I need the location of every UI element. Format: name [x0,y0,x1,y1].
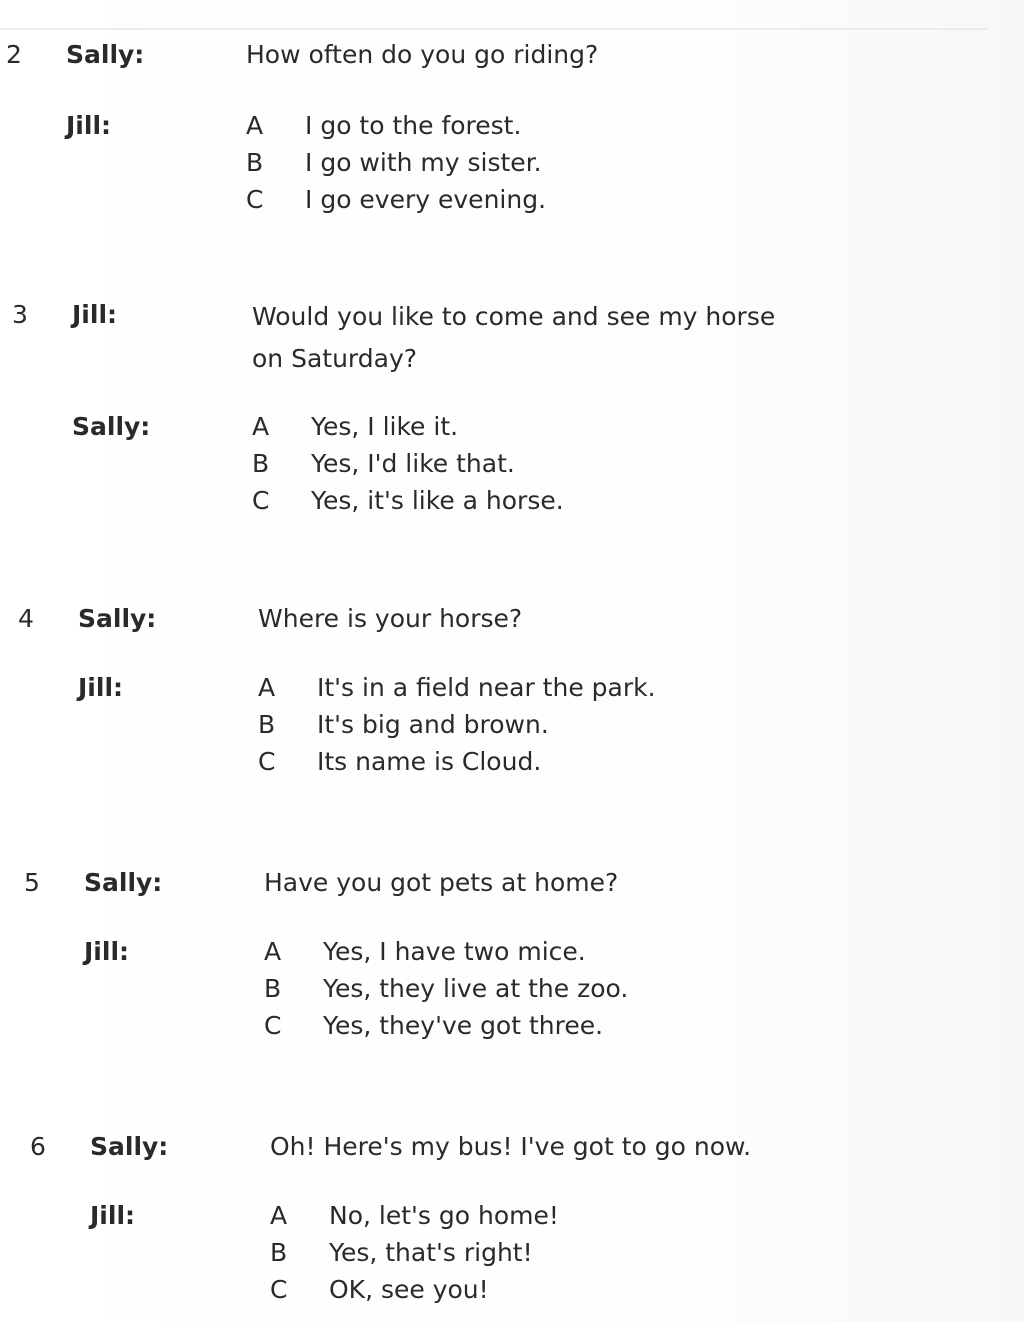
speaker-name: Jill: [72,300,118,329]
option-b-letter: B [252,449,270,478]
option-a-text: Yes, I have two mice. [323,937,586,966]
option-a-text: It's in a field near the park. [317,673,656,702]
option-b-text: Yes, I'd like that. [311,449,515,478]
option-b-letter: B [270,1238,288,1267]
option-a-letter: A [270,1201,288,1230]
option-a-letter: A [264,937,282,966]
question-number: 4 [18,604,34,633]
option-a-text: Yes, I like it. [311,412,459,441]
question-prompt: Oh! Here's my bus! I've got to go now. [270,1132,752,1161]
option-b-letter: B [246,148,264,177]
option-c-letter: C [258,747,276,776]
question-number: 3 [12,300,28,329]
responder-name: Sally: [72,412,151,441]
option-c-text: Yes, they've got three. [323,1011,604,1040]
option-b-letter: B [264,974,282,1003]
question-prompt: Would you like to come and see my horse on Saturday? [252,302,776,373]
speaker-name: Sally: [66,40,145,69]
question-number: 6 [30,1132,46,1161]
option-c-letter: C [264,1011,282,1040]
responder-name: Jill: [90,1201,136,1230]
option-b-letter: B [258,710,276,739]
option-c-letter: C [246,185,264,214]
speaker-name: Sally: [90,1132,169,1161]
option-c-text: I go every evening. [305,185,547,214]
option-b-text: Yes, that's right! [329,1238,533,1267]
option-b-text: Yes, they live at the zoo. [323,974,629,1003]
question-prompt: How often do you go riding? [246,40,599,69]
question-number: 5 [24,868,40,897]
option-c-text: Its name is Cloud. [317,747,542,776]
option-c-text: Yes, it's like a horse. [311,486,564,515]
speaker-name: Sally: [78,604,157,633]
speaker-name: Sally: [84,868,163,897]
option-a-text: I go to the forest. [305,111,522,140]
responder-name: Jill: [78,673,124,702]
option-b-text: I go with my sister. [305,148,542,177]
responder-name: Jill: [84,937,130,966]
option-a-text: No, let's go home! [329,1201,559,1230]
option-c-text: OK, see you! [329,1275,489,1304]
top-divider [0,28,988,30]
question-number: 2 [6,40,22,69]
question-prompt: Have you got pets at home? [264,868,619,897]
option-a-letter: A [258,673,276,702]
option-a-letter: A [246,111,264,140]
option-a-letter: A [252,412,270,441]
responder-name: Jill: [66,111,112,140]
option-c-letter: C [252,486,270,515]
option-c-letter: C [270,1275,288,1304]
option-b-text: It's big and brown. [317,710,549,739]
question-prompt: Where is your horse? [258,604,523,633]
